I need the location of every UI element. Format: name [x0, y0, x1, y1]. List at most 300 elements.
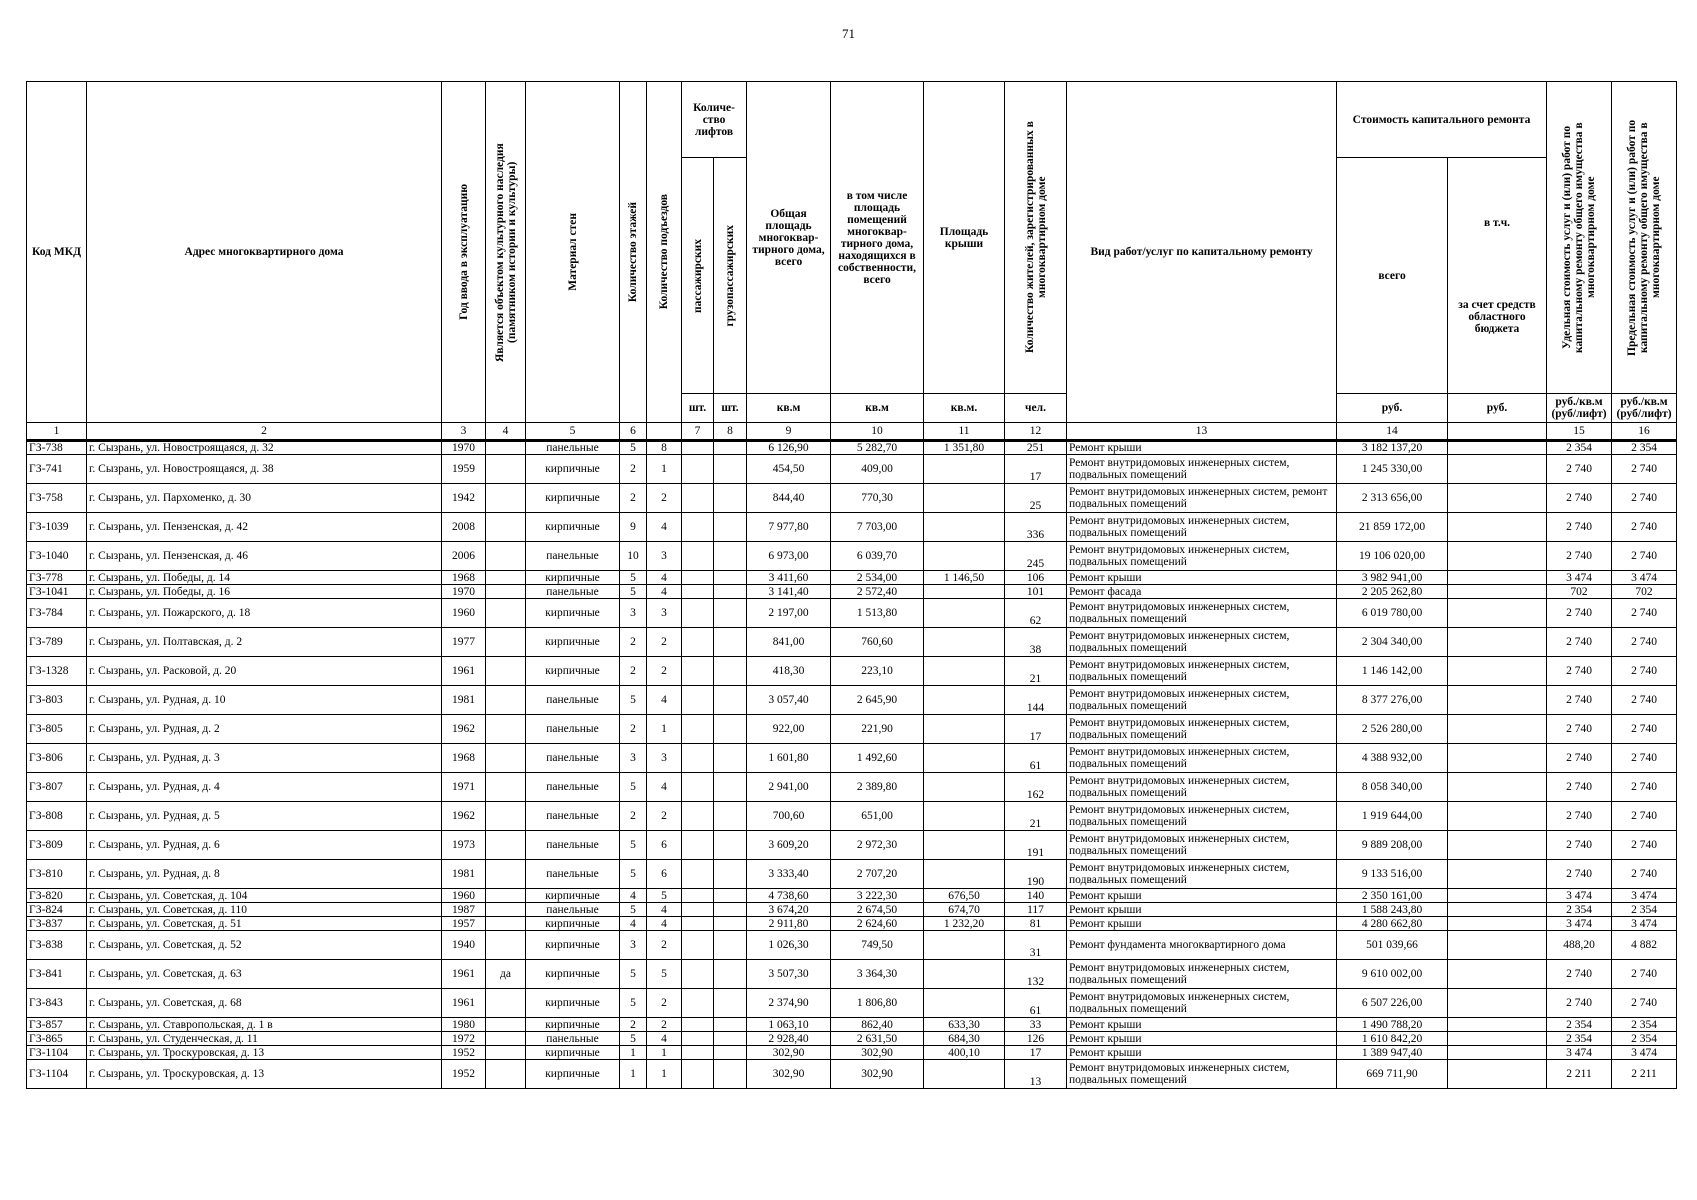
table-cell: [486, 744, 526, 773]
table-cell: 1971: [442, 773, 486, 802]
unit-cell: кв.м.: [924, 394, 1005, 423]
table-cell: 2 740: [1547, 989, 1612, 1018]
table-cell: [486, 931, 526, 960]
table-cell: Ремонт фасада: [1067, 585, 1337, 599]
header-freight-lifts: грузопассажирских: [714, 158, 747, 394]
table-cell: [1448, 744, 1547, 773]
table-cell: 9: [620, 513, 647, 542]
table-cell: ГЗ-803: [27, 686, 87, 715]
table-cell: ГЗ-807: [27, 773, 87, 802]
table-cell: 33: [1005, 1018, 1067, 1032]
table-cell: 1: [620, 1046, 647, 1060]
table-cell: 5: [620, 571, 647, 585]
table-cell: 1952: [442, 1046, 486, 1060]
table-cell: 2 740: [1612, 513, 1677, 542]
table-cell: 2 740: [1547, 831, 1612, 860]
table-row: [27, 1046, 1677, 1060]
table-cell: 21: [1005, 802, 1067, 831]
table-body: [27, 441, 1677, 1089]
header-work-type: Вид работ/услуг по капитальному ремонту: [1067, 82, 1337, 423]
table-cell: [486, 455, 526, 484]
header-roof-area: Площадь крыши: [924, 82, 1005, 394]
table-cell: 4 388 932,00: [1337, 744, 1448, 773]
table-cell: [1448, 917, 1547, 931]
table-cell: 2 740: [1612, 455, 1677, 484]
table-cell: 3 982 941,00: [1337, 571, 1448, 585]
table-cell: [682, 1032, 714, 1046]
table-cell: 2 740: [1612, 860, 1677, 889]
table-cell: 31: [1005, 931, 1067, 960]
table-cell: 3 507,30: [747, 960, 831, 989]
table-cell: 2 740: [1547, 599, 1612, 628]
table-cell: 4: [647, 585, 682, 599]
table-cell: [1448, 455, 1547, 484]
table-cell: [486, 1046, 526, 1060]
table-cell: 336: [1005, 513, 1067, 542]
table-cell: 61: [1005, 744, 1067, 773]
table-cell: [1448, 571, 1547, 585]
table-cell: кирпичные: [526, 931, 620, 960]
table-cell: 2: [620, 1018, 647, 1032]
column-number: 12: [1005, 423, 1067, 441]
table-cell: Ремонт крыши: [1067, 571, 1337, 585]
table-cell: Ремонт внутридомовых инженерных систем, подвальных помещений: [1067, 715, 1337, 744]
table-cell: [924, 831, 1005, 860]
table-cell: 2 928,40: [747, 1032, 831, 1046]
table-cell: [682, 542, 714, 571]
table-cell: г. Сызрань, ул. Новостроящаяся, д. 32: [87, 441, 442, 455]
table-cell: 5: [620, 903, 647, 917]
table-cell: [714, 542, 747, 571]
column-number: 13: [1067, 423, 1337, 441]
table-cell: ГЗ-824: [27, 903, 87, 917]
table-cell: [1448, 542, 1547, 571]
table-cell: кирпичные: [526, 1018, 620, 1032]
unit-cell: шт.: [714, 394, 747, 423]
column-number: 9: [747, 423, 831, 441]
table-cell: [924, 931, 1005, 960]
table-cell: [486, 773, 526, 802]
table-cell: г. Сызрань, ул. Советская, д. 52: [87, 931, 442, 960]
table-cell: 2: [647, 989, 682, 1018]
table-cell: 5: [620, 860, 647, 889]
header-residents: Количество жителей, зарегистрированных в многоквартирном доме: [1005, 82, 1067, 394]
unit-cell: чел.: [1005, 394, 1067, 423]
header-floors: Количество этажей: [620, 82, 647, 423]
table-cell: 302,90: [747, 1060, 831, 1089]
table-cell: 1973: [442, 831, 486, 860]
table-cell: [486, 599, 526, 628]
table-cell: 1940: [442, 931, 486, 960]
table-cell: 2 674,50: [831, 903, 924, 917]
table-cell: 1972: [442, 1032, 486, 1046]
table-cell: 1: [620, 1060, 647, 1089]
table-cell: 2 740: [1612, 989, 1677, 1018]
table-cell: 1 026,30: [747, 931, 831, 960]
table-cell: 702: [1547, 585, 1612, 599]
table-cell: Ремонт внутридомовых инженерных систем, подвальных помещений: [1067, 686, 1337, 715]
table-cell: г. Сызрань, ул. Пензенская, д. 42: [87, 513, 442, 542]
table-cell: Ремонт крыши: [1067, 1046, 1337, 1060]
unit-cell: кв.м: [831, 394, 924, 423]
table-cell: [486, 860, 526, 889]
table-cell: [682, 931, 714, 960]
header-address: Адрес многоквартирного дома: [87, 82, 442, 423]
table-cell: ГЗ-809: [27, 831, 87, 860]
table-cell: панельные: [526, 585, 620, 599]
table-cell: 2 205 262,80: [1337, 585, 1448, 599]
table-cell: кирпичные: [526, 917, 620, 931]
table-cell: 223,10: [831, 657, 924, 686]
table-cell: [714, 599, 747, 628]
table-cell: 1 063,10: [747, 1018, 831, 1032]
unit-cell: кв.м: [747, 394, 831, 423]
table-cell: 3 182 137,20: [1337, 441, 1448, 455]
table-row: [27, 657, 1677, 686]
table-row: [27, 455, 1677, 484]
table-cell: 2 740: [1612, 599, 1677, 628]
table-cell: 19 106 020,00: [1337, 542, 1448, 571]
table-cell: 4 280 662,80: [1337, 917, 1448, 931]
table-cell: 140: [1005, 889, 1067, 903]
table-cell: панельные: [526, 1032, 620, 1046]
column-number: 4: [486, 423, 526, 441]
table-cell: [682, 441, 714, 455]
table-cell: 221,90: [831, 715, 924, 744]
table-cell: 4: [620, 889, 647, 903]
table-row: [27, 715, 1677, 744]
table-cell: 6 126,90: [747, 441, 831, 455]
table-cell: Ремонт внутридомовых инженерных систем, подвальных помещений: [1067, 744, 1337, 773]
table-cell: 2 740: [1547, 773, 1612, 802]
table-cell: 2 740: [1612, 484, 1677, 513]
table-row: [27, 513, 1677, 542]
table-row: [27, 917, 1677, 931]
table-cell: [1448, 484, 1547, 513]
table-row: [27, 1032, 1677, 1046]
table-cell: ГЗ-865: [27, 1032, 87, 1046]
table-cell: 702: [1612, 585, 1677, 599]
table-cell: г. Сызрань, ул. Рудная, д. 5: [87, 802, 442, 831]
table-cell: [1448, 1046, 1547, 1060]
table-cell: [1448, 1060, 1547, 1089]
table-cell: [714, 484, 747, 513]
table-cell: 674,70: [924, 903, 1005, 917]
table-cell: ГЗ-1039: [27, 513, 87, 542]
table-cell: Ремонт внутридомовых инженерных систем, подвальных помещений: [1067, 628, 1337, 657]
table-cell: 501 039,66: [1337, 931, 1448, 960]
table-cell: [924, 628, 1005, 657]
column-number: 8: [714, 423, 747, 441]
table-cell: 9 889 208,00: [1337, 831, 1448, 860]
table-cell: 2 350 161,00: [1337, 889, 1448, 903]
table-cell: 1952: [442, 1060, 486, 1089]
table-cell: [714, 889, 747, 903]
table-cell: 2 740: [1612, 686, 1677, 715]
table-row: [27, 989, 1677, 1018]
table-cell: 2 972,30: [831, 831, 924, 860]
table-cell: 844,40: [747, 484, 831, 513]
table-cell: г. Сызрань, ул. Пожарского, д. 18: [87, 599, 442, 628]
table-cell: [1448, 931, 1547, 960]
table-cell: 9 133 516,00: [1337, 860, 1448, 889]
table-cell: 2: [620, 628, 647, 657]
table-cell: 3: [620, 599, 647, 628]
table-cell: 10: [620, 542, 647, 571]
table-cell: 2: [620, 484, 647, 513]
table-cell: г. Сызрань, ул. Советская, д. 104: [87, 889, 442, 903]
table-cell: [1448, 657, 1547, 686]
table-cell: панельные: [526, 542, 620, 571]
table-cell: [486, 686, 526, 715]
table-cell: [1448, 831, 1547, 860]
table-row: [27, 441, 1677, 455]
table-cell: 1987: [442, 903, 486, 917]
table-row: [27, 960, 1677, 989]
table-cell: [1448, 715, 1547, 744]
table-cell: [714, 802, 747, 831]
table-row: [27, 831, 1677, 860]
table-cell: 2 740: [1612, 831, 1677, 860]
table-cell: 2: [647, 657, 682, 686]
table-cell: 4: [620, 917, 647, 931]
table-cell: 1960: [442, 599, 486, 628]
table-cell: Ремонт крыши: [1067, 917, 1337, 931]
table-cell: 454,50: [747, 455, 831, 484]
table-cell: 191: [1005, 831, 1067, 860]
table-cell: панельные: [526, 903, 620, 917]
table-cell: [1448, 989, 1547, 1018]
table-cell: 3: [620, 744, 647, 773]
table-cell: [486, 917, 526, 931]
table-cell: 2 740: [1612, 542, 1677, 571]
table-cell: г. Сызрань, ул. Пархоменко, д. 30: [87, 484, 442, 513]
table-cell: [714, 571, 747, 585]
table-cell: 488,20: [1547, 931, 1612, 960]
table-cell: кирпичные: [526, 571, 620, 585]
table-cell: [486, 831, 526, 860]
table-cell: 684,30: [924, 1032, 1005, 1046]
table-cell: 1968: [442, 744, 486, 773]
page-number: 71: [842, 26, 855, 41]
table-cell: [924, 1060, 1005, 1089]
table-cell: 1 245 330,00: [1337, 455, 1448, 484]
table-cell: 5 282,70: [831, 441, 924, 455]
table-cell: 5: [620, 441, 647, 455]
table-cell: 61: [1005, 989, 1067, 1018]
table-cell: Ремонт крыши: [1067, 1032, 1337, 1046]
table-cell: 6: [647, 860, 682, 889]
table-cell: г. Сызрань, ул. Троскуровская, д. 13: [87, 1046, 442, 1060]
table-cell: 6 507 226,00: [1337, 989, 1448, 1018]
table-cell: [714, 686, 747, 715]
table-cell: 4: [647, 1032, 682, 1046]
table-cell: [486, 628, 526, 657]
table-cell: [714, 960, 747, 989]
table-cell: 4: [647, 903, 682, 917]
header-heritage: Является объектом культурного наследия (памятником истории и культуры): [486, 82, 526, 423]
table-cell: 2 354: [1612, 903, 1677, 917]
column-number: [1448, 423, 1547, 441]
table-cell: 2 354: [1547, 441, 1612, 455]
table-cell: [682, 686, 714, 715]
table-cell: ГЗ-838: [27, 931, 87, 960]
table-cell: ГЗ-1041: [27, 585, 87, 599]
table-cell: 2 389,80: [831, 773, 924, 802]
table-cell: 3 474: [1547, 889, 1612, 903]
table-cell: 5: [620, 831, 647, 860]
table-cell: 2 911,80: [747, 917, 831, 931]
table-cell: 2008: [442, 513, 486, 542]
table-cell: 1: [647, 715, 682, 744]
table-cell: [486, 715, 526, 744]
table-cell: г. Сызрань, ул. Советская, д. 51: [87, 917, 442, 931]
table-cell: ГЗ-810: [27, 860, 87, 889]
column-number: 5: [526, 423, 620, 441]
table-cell: 2 740: [1547, 628, 1612, 657]
table-cell: 7 703,00: [831, 513, 924, 542]
header-max-cost: Предельная стоимость услуг и (или) работ по капитальному ремонту общего имущества в многоквартирном доме: [1612, 82, 1677, 394]
table-cell: 4: [647, 571, 682, 585]
column-numbers-row: [27, 423, 1677, 441]
table-cell: [486, 571, 526, 585]
table-cell: [682, 1018, 714, 1032]
header-entrances: Количество подъездов: [647, 82, 682, 423]
table-cell: 2 211: [1547, 1060, 1612, 1089]
table-cell: 2 740: [1547, 860, 1612, 889]
table-cell: [486, 1060, 526, 1089]
table-cell: 1 588 243,80: [1337, 903, 1448, 917]
table-cell: ГЗ-820: [27, 889, 87, 903]
table-cell: [924, 860, 1005, 889]
table-cell: 1: [647, 1046, 682, 1060]
table-cell: 1 351,80: [924, 441, 1005, 455]
table-row: [27, 1060, 1677, 1089]
table-cell: 2 740: [1612, 802, 1677, 831]
table-cell: 3 057,40: [747, 686, 831, 715]
table-cell: Ремонт крыши: [1067, 1018, 1337, 1032]
table-cell: 760,60: [831, 628, 924, 657]
table-cell: 1 513,80: [831, 599, 924, 628]
table-cell: 25: [1005, 484, 1067, 513]
table-cell: 17: [1005, 1046, 1067, 1060]
table-cell: 2 374,90: [747, 989, 831, 1018]
table-cell: 8: [647, 441, 682, 455]
table-cell: 3 333,40: [747, 860, 831, 889]
table-cell: [682, 860, 714, 889]
column-number: [647, 423, 682, 441]
table-cell: 2 572,40: [831, 585, 924, 599]
table-cell: [714, 860, 747, 889]
column-number: 2: [87, 423, 442, 441]
table-cell: 2 740: [1612, 960, 1677, 989]
table-cell: кирпичные: [526, 989, 620, 1018]
table-cell: г. Сызрань, ул. Ставропольская, д. 1 в: [87, 1018, 442, 1032]
table-cell: 2: [620, 455, 647, 484]
table-cell: 1962: [442, 715, 486, 744]
table-cell: 8 377 276,00: [1337, 686, 1448, 715]
table-cell: 2 740: [1547, 744, 1612, 773]
table-cell: 106: [1005, 571, 1067, 585]
table-cell: 3 222,30: [831, 889, 924, 903]
column-number: 15: [1547, 423, 1612, 441]
table-cell: [1448, 773, 1547, 802]
table-cell: [682, 1060, 714, 1089]
header-code: Код МКД: [27, 82, 87, 423]
table-cell: 2: [620, 802, 647, 831]
table-cell: [682, 960, 714, 989]
table-cell: г. Сызрань, ул. Рудная, д. 6: [87, 831, 442, 860]
table-cell: 1961: [442, 960, 486, 989]
table-cell: г. Сызрань, ул. Рудная, д. 3: [87, 744, 442, 773]
table-cell: Ремонт крыши: [1067, 903, 1337, 917]
table-cell: 2 304 340,00: [1337, 628, 1448, 657]
table-cell: [714, 1046, 747, 1060]
table-cell: 5: [620, 585, 647, 599]
table-cell: [714, 931, 747, 960]
table-cell: [714, 831, 747, 860]
table-cell: 409,00: [831, 455, 924, 484]
table-cell: Ремонт внутридомовых инженерных систем, подвальных помещений: [1067, 599, 1337, 628]
table-cell: 1 389 947,40: [1337, 1046, 1448, 1060]
table-cell: 6 039,70: [831, 542, 924, 571]
table-cell: 1957: [442, 917, 486, 931]
table-cell: [1448, 802, 1547, 831]
table-cell: 2006: [442, 542, 486, 571]
table-cell: [682, 657, 714, 686]
table-cell: 62: [1005, 599, 1067, 628]
table-cell: 2: [647, 628, 682, 657]
table-cell: 2 941,00: [747, 773, 831, 802]
table-cell: 2: [620, 657, 647, 686]
table-cell: Ремонт внутридомовых инженерных систем, подвальных помещений: [1067, 860, 1337, 889]
table-cell: Ремонт внутридомовых инженерных систем, подвальных помещений: [1067, 1060, 1337, 1089]
table-cell: [486, 903, 526, 917]
table-cell: Ремонт внутридомовых инженерных систем, подвальных помещений: [1067, 657, 1337, 686]
table-cell: ГЗ-857: [27, 1018, 87, 1032]
table-cell: [682, 513, 714, 542]
table-cell: 3 474: [1612, 917, 1677, 931]
table-cell: Ремонт крыши: [1067, 889, 1337, 903]
table-cell: [486, 513, 526, 542]
table-cell: 117: [1005, 903, 1067, 917]
table-cell: 3 474: [1547, 917, 1612, 931]
table-cell: 2: [647, 484, 682, 513]
table-cell: 1961: [442, 657, 486, 686]
table-cell: 1: [647, 455, 682, 484]
table-cell: [924, 715, 1005, 744]
table-cell: ГЗ-738: [27, 441, 87, 455]
table-cell: 2 354: [1547, 1018, 1612, 1032]
table-cell: [714, 441, 747, 455]
unit-cell: руб.: [1337, 394, 1448, 423]
table-cell: 2 740: [1547, 542, 1612, 571]
unit-cell: руб./кв.м (руб/лифт): [1547, 394, 1612, 423]
table-cell: 2 534,00: [831, 571, 924, 585]
table-cell: г. Сызрань, ул. Студенческая, д. 11: [87, 1032, 442, 1046]
table-cell: 5: [647, 960, 682, 989]
table-cell: ГЗ-1040: [27, 542, 87, 571]
table-cell: 2 740: [1612, 744, 1677, 773]
table-cell: г. Сызрань, ул. Полтавская, д. 2: [87, 628, 442, 657]
table-cell: 245: [1005, 542, 1067, 571]
table-cell: ГЗ-1104: [27, 1046, 87, 1060]
table-cell: [682, 628, 714, 657]
table-cell: [714, 773, 747, 802]
table-cell: 922,00: [747, 715, 831, 744]
table-cell: 1981: [442, 860, 486, 889]
table-cell: 2 707,20: [831, 860, 924, 889]
